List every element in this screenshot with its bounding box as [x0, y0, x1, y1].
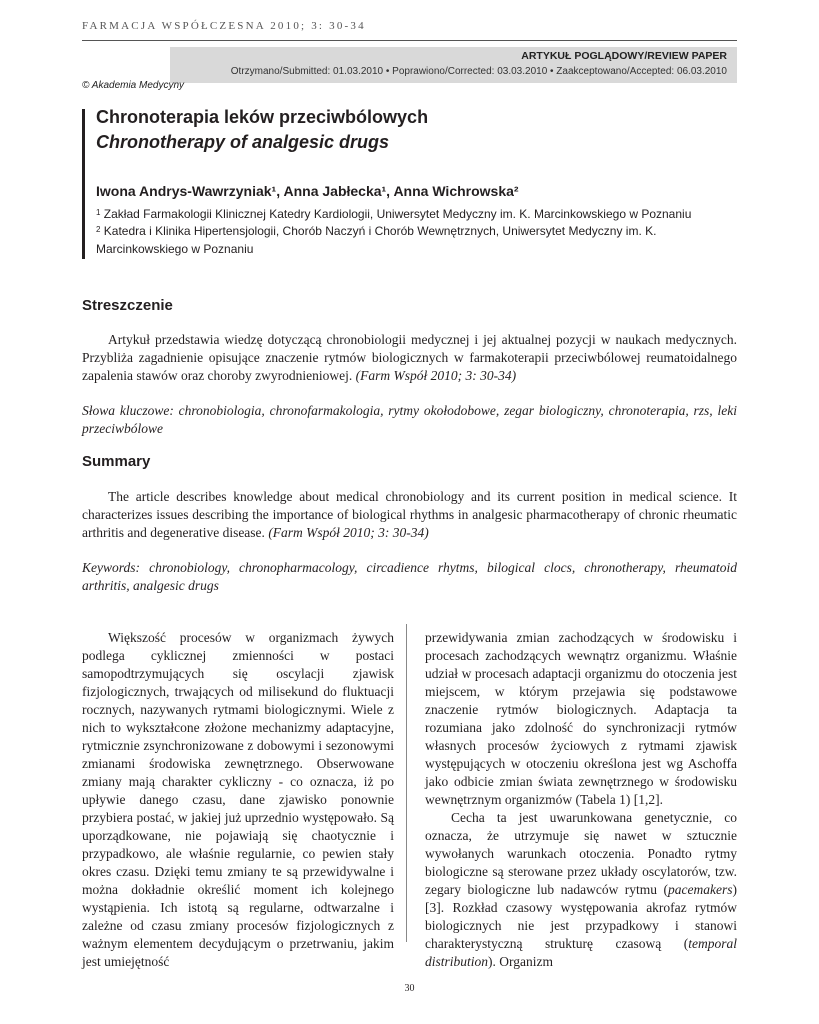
body-text: ) [3]. Rozkład czasowy występowania akrofaz rytmów biologicznych nie jest przypadkowy i stanowi charakterystyczną strukturę czasową (	[425, 882, 737, 951]
body-paragraph: Większość procesów w organizmach żywych podlega cyklicznej zmienności w postaci samopodtrzymujących się oscylacji zjawisk fizjologicznych, trwających od milisekund do fluktuacji rocznych, nazywanych rytmami biologicznymi. Wiele z nich to wykształcone złożone mechanizmy adaptacyjne, rytmicznie zsynchronizowane z dobowymi i sezonowymi zmianami środowiska zewnętrznego. Obserwowane zmiany mają charakter cykliczny - co oznacza, iż po upływie danego czasu, dane zjawisko ponownie przybiera postać, w jakiej już uprzednio występowało. Są uporządkowane, nie pojawiają się chaotycznie i przypadkowo, ale właśnie regularnie, co pewien stały okres czasu. Dzięki temu zmiany te są przewidywalne i można dokładnie określić moment ich kolejnego wystąpienia. Ich istotą są regularne, odtwarzalne i zależne od czasu zmiany procesów fizjologicznych z ważnym elementem decydującym o przetrwaniu, jakim jest umiejętność	[82, 630, 394, 969]
term-temporal-distribution: temporal distribution	[425, 936, 737, 969]
abstract-en-heading: Summary	[82, 453, 151, 470]
title-polish: Chronoterapia leków przeciwbólowych	[96, 107, 429, 127]
copyright: © Akademia Medycyny	[82, 80, 185, 91]
affiliation-number: 1	[96, 208, 101, 217]
abstract-en	[82, 488, 737, 542]
body-text: Cecha ta jest uwarunkowana genetycznie, co oznacza, że utrzymuje się nawet w sztucznie wywołanych warunkach otoczenia. Ponadto rytmy biologiczne są sterowane przez układy oscylatorów, tzw. zegary biologiczne lub nadawców rytmu (	[425, 810, 737, 897]
abstract-en-text: The article describes knowledge about medical chronobiology and its current position in medical science. It characterizes issues describing the importance of biological rhythms in analgesic pharmacotherapy of chronic rheumatic arthritis and degenerative disease.	[82, 489, 737, 540]
affiliation-2	[96, 222, 746, 258]
body-paragraph: przewidywania zmian zachodzących w środowisku i procesach zachodzących wewnątrz organizmu. Właśnie udział w procesach adaptacji organizmu do otoczenia jest miejscem, w którym przejawia się podstawowe znaczenie rytmów biologicznych. Adaptacja ta rozumiana jako zdolność do synchronizacji rytmów własnych procesów życiowych z rytmami zjawisk występujących w otoczeniu określona jest wg Aschoffa jako odbicie zmian świata zewnętrznego w środowisku wewnętrznym organizmów (Tabela 1) [1,2].	[425, 630, 737, 807]
header-rule	[82, 40, 737, 41]
authors: Iwona Andrys-Wawrzyniak¹, Anna Jabłecka¹, Anna Wichrowska²	[96, 183, 519, 199]
body-paragraph	[425, 809, 737, 971]
keywords-en: Keywords: chronobiology, chronopharmacology, circadience rhytms, bilogical clocs, chronotherapy, rheumatoid arthritis, analgesic drugs	[82, 560, 737, 593]
abstract-pl	[82, 331, 737, 385]
article-type: ARTYKUŁ POGLĄDOWY/REVIEW PAPER	[521, 50, 727, 62]
body-column-left	[82, 629, 394, 971]
title-accent-bar	[82, 109, 85, 259]
article-dates: Otrzymano/Submitted: 01.03.2010 • Poprawiono/Corrected: 03.03.2010 • Zaakceptowano/Accepted: 06.03.2010	[230, 66, 727, 77]
title-english: Chronotherapy of analgesic drugs	[96, 132, 390, 152]
journal-header: FARMACJA WSPÓŁCZESNA 2010; 3: 30-34	[82, 20, 366, 32]
affiliation-text: Katedra i Klinika Hipertensjologii, Chorób Naczyń i Chorób Wewnętrznych, Uniwersytet Medyczny im. K. Marcinkowskiego w Poznaniu	[96, 224, 657, 256]
abstract-pl-text: Artykuł przedstawia wiedzę dotyczącą chronobiologii medycznej i jej aktualnej pozycji w naukach medycznych. Przybliża zagadnienie opisujące znaczenie rytmów biologicznych w farmakoterapii przeciwbólowej reumatoidalnego zapalenia stawów oraz choroby zwyrodnieniowej.	[82, 332, 737, 383]
column-divider	[406, 624, 407, 942]
article-info-box	[170, 47, 737, 83]
page-number: 30	[404, 983, 415, 994]
term-pacemakers: pacemakers	[668, 882, 733, 897]
keywords-pl: Słowa kluczowe: chronobiologia, chronofarmakologia, rytmy okołodobowe, zegar biologiczny, chronoterapia, rzs, leki przeciwbólowe	[82, 403, 737, 436]
body-column-right	[425, 629, 737, 971]
abstract-pl-citation: (Farm Współ 2010; 3: 30-34)	[355, 368, 517, 383]
affiliation-text: Zakład Farmakologii Klinicznej Katedry Kardiologii, Uniwersytet Medyczny im. K. Marcinkowskiego w Poznaniu	[103, 207, 692, 221]
affiliation-number: 2	[96, 225, 101, 234]
affiliation-1	[96, 205, 746, 223]
abstract-pl-heading: Streszczenie	[82, 297, 173, 314]
body-text: ). Organizm	[488, 954, 553, 969]
abstract-en-citation: (Farm Współ 2010; 3: 30-34)	[268, 525, 429, 540]
